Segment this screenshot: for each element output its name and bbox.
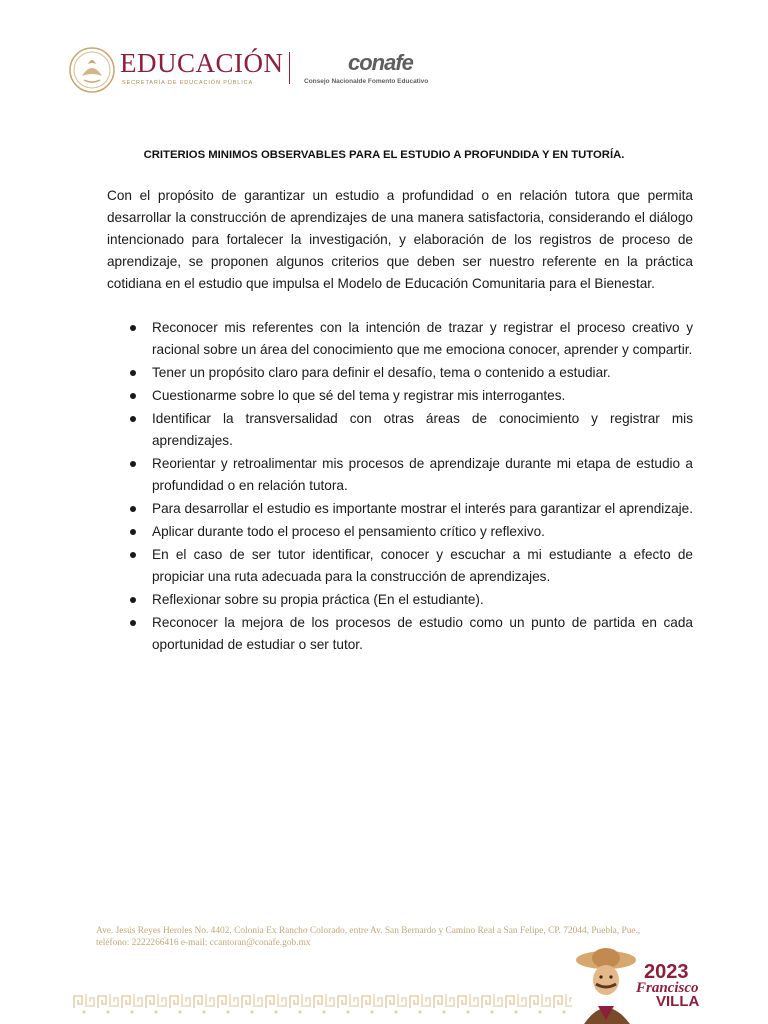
commemorative-first-name: Francisco bbox=[636, 980, 699, 996]
list-item bbox=[107, 317, 693, 361]
criteria-list bbox=[107, 317, 693, 657]
list-item bbox=[107, 453, 693, 497]
list-item bbox=[107, 385, 693, 407]
bullet-icon bbox=[130, 620, 136, 626]
letterhead bbox=[68, 42, 448, 98]
header-divider bbox=[289, 52, 290, 84]
criterion-text: Tener un propósito claro para definir el desafío, tema o contenido a estudiar. bbox=[152, 365, 611, 380]
bullet-icon bbox=[130, 325, 136, 331]
document-title: CRITERIOS MINIMOS OBSERVABLES PARA EL ESTUDIO A PROFUNDIDA Y EN TUTORÍA. bbox=[143, 149, 625, 161]
commemorative-year: 2023 bbox=[644, 961, 689, 983]
criterion-text: Para desarrollar el estudio es importante mostrar el interés para garantizar el aprendizaje. bbox=[152, 501, 694, 516]
list-item bbox=[107, 521, 693, 543]
bullet-icon bbox=[130, 370, 136, 376]
bullet-icon bbox=[130, 416, 136, 422]
criterion-text: Cuestionarme sobre lo que sé del tema y registrar mis interrogantes. bbox=[152, 388, 566, 403]
bullet-icon bbox=[130, 461, 136, 467]
list-item bbox=[107, 362, 693, 384]
mexico-eagle-seal-icon bbox=[68, 46, 116, 94]
criterion-text: Identificar la transversalidad con otras áreas de conocimiento y registrar mis aprendizajes. bbox=[152, 411, 693, 448]
bullet-icon bbox=[130, 529, 136, 535]
criterion-text: En el caso de ser tutor identificar, conocer y escuchar a mi estudiante a efecto de propiciar una ruta adecuada para la construcción de aprendizajes. bbox=[152, 547, 693, 584]
bullet-icon bbox=[130, 506, 136, 512]
criterion-text: Aplicar durante todo el proceso el pensamiento crítico y reflexivo. bbox=[152, 524, 545, 539]
education-title: EDUCACIÓN bbox=[120, 48, 284, 78]
address-line: Ave. Jesús Reyes Heroles No. 4402, Colonia Ex Rancho Colorado, entre Av. San Bernardo y Camino Real a San Felipe, CP. 72044, Puebla, Pue., bbox=[96, 926, 641, 936]
education-subtitle: SECRETARÍA DE EDUCACIÓN PÚBLICA bbox=[122, 80, 254, 86]
criterion-text: Reconocer la mejora de los procesos de estudio como un punto de partida en cada oportunidad de estudiar o ser tutor. bbox=[152, 615, 693, 652]
list-item bbox=[107, 544, 693, 588]
list-item bbox=[107, 589, 693, 611]
bullet-icon bbox=[130, 393, 136, 399]
conafe-logo: conafe bbox=[348, 50, 413, 75]
criterion-text: Reflexionar sobre su propia práctica (En el estudiante). bbox=[152, 592, 484, 607]
commemorative-last-name: VILLA bbox=[656, 993, 700, 1010]
bullet-icon bbox=[130, 597, 136, 603]
conafe-subtitle: Consejo Nacionalde Fomento Educativo bbox=[304, 78, 429, 85]
contact-line: teléfono: 2222266416 e-mail: ccantoran@conafe.gob.mx bbox=[96, 938, 311, 948]
list-item bbox=[107, 408, 693, 452]
criterion-text: Reorientar y retroalimentar mis procesos de aprendizaje durante mi etapa de estudio a profundidad o en relación tutora. bbox=[152, 456, 693, 493]
criterion-text: Reconocer mis referentes con la intención de trazar y registrar el proceso creativo y racional sobre un área del conocimiento que me emociona conocer, aprender y compartir. bbox=[152, 320, 693, 357]
intro-paragraph: Con el propósito de garantizar un estudio a profundidad o en relación tutora que permita desarrollar la construcción de aprendizajes de una manera satisfactoria, considerando el diálogo intencionado para fortalecer la investigación, y elaboración de los registros de proceso de aprendizaje, se proponen algunos criterios que deben ser nuestro referente en la práctica cotidiana en el estudio que impulsa el Modelo de Educación Comunitaria para el Bienestar. bbox=[107, 188, 693, 291]
list-item bbox=[107, 612, 693, 656]
bullet-icon bbox=[130, 552, 136, 558]
list-item bbox=[107, 498, 693, 520]
